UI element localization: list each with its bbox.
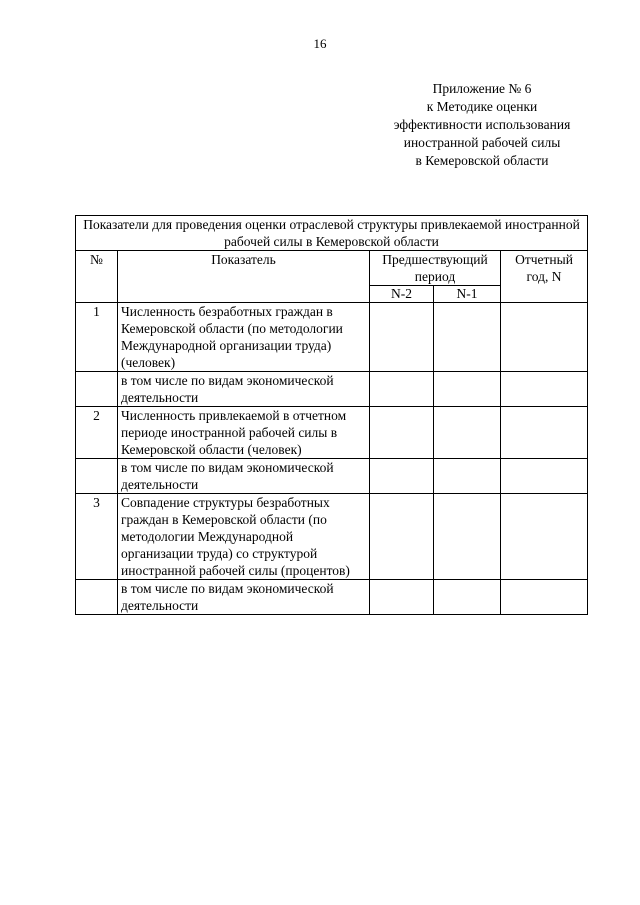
cell-n-minus-1: [434, 303, 501, 372]
cell-n-minus-1: [434, 494, 501, 580]
row-number: 3: [76, 494, 118, 580]
appendix-header: [358, 80, 606, 170]
appendix-line: Приложение № 6: [432, 81, 532, 96]
indicators-table: [75, 215, 588, 615]
cell-n-minus-1: [434, 407, 501, 459]
table-row: [76, 303, 588, 372]
page-number: 16: [313, 36, 327, 51]
cell-n-minus-2: [370, 372, 434, 407]
cell-n-minus-2: [370, 494, 434, 580]
row-indicator: в том числе по видам экономической деятельности: [118, 459, 370, 494]
row-indicator: в том числе по видам экономической деятельности: [118, 580, 370, 615]
table-title: Показатели для проведения оценки отраслевой структуры привлекаемой иностранной рабочей силы в Кемеровской области: [76, 216, 588, 251]
cell-n-minus-2: [370, 580, 434, 615]
row-indicator: в том числе по видам экономической деятельности: [118, 372, 370, 407]
table-title-row: [76, 216, 588, 251]
header-number: №: [76, 251, 118, 303]
row-number: [76, 372, 118, 407]
cell-current-year: [501, 303, 588, 372]
cell-n-minus-1: [434, 580, 501, 615]
header-n-minus-1: N-1: [434, 286, 501, 303]
table-row: [76, 580, 588, 615]
table-header-row: [76, 251, 588, 286]
cell-n-minus-2: [370, 303, 434, 372]
cell-current-year: [501, 407, 588, 459]
row-number: 2: [76, 407, 118, 459]
cell-current-year: [501, 494, 588, 580]
table-row: [76, 407, 588, 459]
appendix-line: иностранной рабочей силы: [403, 135, 561, 150]
cell-current-year: [501, 372, 588, 407]
row-number: [76, 580, 118, 615]
row-indicator: Совпадение структуры безработных граждан в Кемеровской области (по методологии Международной организации труда) со структурой иностранной рабочей силы (процентов): [118, 494, 370, 580]
cell-n-minus-1: [434, 372, 501, 407]
header-current-year: Отчетный год, N: [501, 251, 588, 303]
row-number: [76, 459, 118, 494]
header-n-minus-2: N-2: [370, 286, 434, 303]
cell-n-minus-1: [434, 459, 501, 494]
header-previous-period: Предшествующий период: [370, 251, 501, 286]
table-row: [76, 459, 588, 494]
appendix-line: в Кемеровской области: [415, 153, 549, 168]
header-indicator: Показатель: [118, 251, 370, 303]
appendix-line: эффективности использования: [393, 117, 571, 132]
table-row: [76, 494, 588, 580]
appendix-line: к Методике оценки: [426, 99, 538, 114]
row-indicator: Численность привлекаемой в отчетном периоде иностранной рабочей силы в Кемеровской области (человек): [118, 407, 370, 459]
row-number: 1: [76, 303, 118, 372]
row-indicator: Численность безработных граждан в Кемеровской области (по методологии Международной организации труда) (человек): [118, 303, 370, 372]
cell-current-year: [501, 459, 588, 494]
cell-current-year: [501, 580, 588, 615]
cell-n-minus-2: [370, 459, 434, 494]
cell-n-minus-2: [370, 407, 434, 459]
table-row: [76, 372, 588, 407]
